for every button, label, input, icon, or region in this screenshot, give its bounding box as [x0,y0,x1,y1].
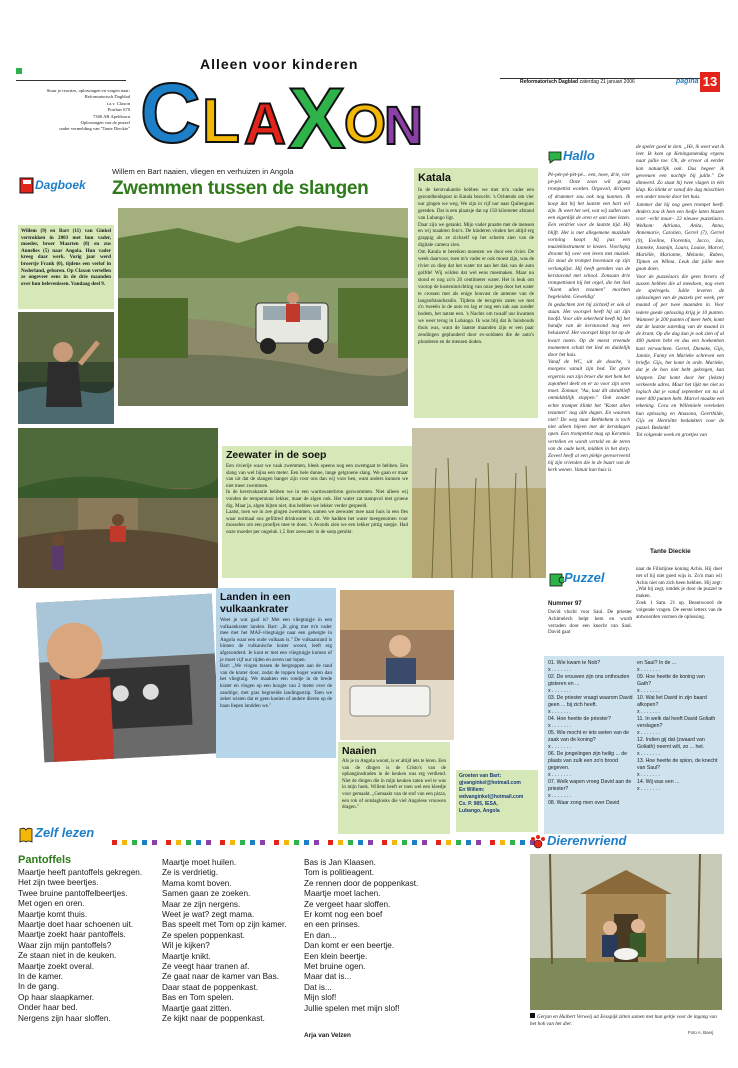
landen-title: Landen in een vulkaankrater [220,591,291,615]
zelflezen-column-2: Maartje moet huilen. Ze is verdrietig. Mama komt boven. Samen gaan ze zoeken. Maar ze zijn nergens. Weet je wat? zegt mama. Bas speelt met Tom op zijn kamer. Ze spelen poppenkast. Wil je kijken? Maartje knikt. Ze veegt haar tranen af. Ze gaat naar de kamer van Bas. Daar staat de poppenkast. Bas en Tom spelen. Maartje gaat zitten. Ze kijkt naar de poppenkast. [162,858,287,1024]
page-label: pagina [676,78,699,85]
diary-icon [18,176,36,194]
dierenvriend-badge-label: Dierenvriend [547,833,627,848]
photo-sewing-machine [340,590,454,740]
zelflezen-column-3: Bas is Jan Klaasen. Tom is politieagent. Ze rennen door de poppenkast. Maartje moet lachen. Ze vergeet haar sloffen. Er komt nog een boef en een prinses. En dan... Dan komt er een beertje. Een klein beertje. Met bruine ogen. Maar dat is... Dat is... Mijn slof! Jullie spelen met mijn slof! [304,858,419,1013]
zeewater-text: Een rivierije waar we vaak zwemmen, bleek opeens nog een zwemgaat te hebben. Een slang van wel bijna een meter. Een hele dunne, lange gelgroene slang. We gaan er maar van uit dat de slangen banger zijn voor ons dan wij voor hen, want anders kunnen we niet meer zwemmen. In de kerstvakantie hebben we in een warmwaterbron gezwommen. Niet alleen wij vonden de temperatuur lekker, maar de algen ook. Het water zat stampvol met groene dig. Maar ja, algen bijten niet, dus hebben we lekker verder gespeeld. Laatst, toen we in zee gingen zwemmen, namen we zeewater mee naar huis in een fles waar normaal ons gefiltred drinkwater in zit. We hadden het water meegenomen voor mosselen om een proefjes mee te doen. 's Avonds zien we een lekker pittig soepje. Had onze moeder per ongeluk 1,5 liter zeewater in de soep gemikt. [226,463,408,535]
hallo-column-1: Pè-pèt-pè-pèt-pè... een, twee, drie, vier pè-pèt. Onze zoon wil graag trompettist worden. Orgavoit, dirigent of drummer zou ook nog kunnen. Ik koop dat hij het laatste een hart wil zijn. Ik weet het wel, wat wij zullen aan een eigenlijk de oren er aan mee lezen. Een verdriet voor de laatste tijd. Hij blijft. Het is met allegemene muzikale vorming koopt hij pas een muziekinstrument te kiezen. Voorlopig droomt hij over een leven met muziek. En staat de trompet bovenaan op zijn verlanglijst. Hij heeft gereden van de kerstavond met school. Zonsaan drie trompettisten bij het orgel, die het lied "Komt allen tezamen" mochten begeleiden. Geweldig! In gedachten ziet hij zichzelf er ook al staan. Het voorspel heeft hij uit zijn hoofd. Voor alle zekerheid heeft hij het bandje van de kerstavond nog een beluisterd. Het voorspel klopt tot op de kwart noten. Op de meest vreemde momenten schalt het lied en duidelijk door het huis. Vanaf de WC, uit de douche, 's morgens vanuit zijn bed. Tot grote ergernis van zijn broer die met hem het zopotheel deelt en er zo voor zijn oren moet. Zomaar, "Au, laat dit alstublieft onmiddellijk stoppen." Ook zonder echte trompet klinkt het "Komt allen tezamen" nog alle dagen. En waarom niet? De weg naar Bethlehem is toch niet alleen bijeen met de kerstdagen open. Een trompettist mag op Kerstmis vertellen en wordt verteld en de teren van de oude kerk, midden in het dorp. Zoveel heeft al een plekje gereserveerd bij zijn vrienden die in de buurt van de kerk wonen. Vanuit hun huis is [548,172,630,474]
hallo-signature: Tante Dieckie [650,548,691,555]
header-meta [520,79,635,85]
header-rule [16,80,126,81]
landen-box [216,588,336,758]
paw-icon [530,834,546,850]
zelflezen-title: Pantoffels [18,854,72,866]
naaien-title: Naaien [342,745,377,757]
svg-text:L: L [202,87,240,154]
dierenvriend-caption-text: Gerjan en Huibert Verweij uit Eesspijk zitten samen met hun geitje voor de ingang van het hok van het dier. [530,1014,717,1027]
photo-goat-shed [530,854,722,1010]
page-number-text: 13 [702,74,718,89]
chat-icon [548,150,562,164]
svg-text:C: C [140,66,201,154]
newspaper-name: Reformatorisch Dagblad [520,79,579,85]
katala-box [414,168,538,418]
claxon-logo-graphic [132,64,432,154]
puzzel-questions-box [544,656,724,834]
katala-text: In de kerstvakantie hebben we met m'n vader een gezondheidspost in Katala bezocht. 's Ochtends om vier uur gingen we weg. We zijn in vijf uur naar Quilengues gereden. Dat is een plaatsje dat op 150 kilometer afstand van Lubango ligt. Daar zijn we getankt. Mijn vader praatte met de mensen en wij maakten foto's. De kinderen vinden het altijd erg grappig als ze zichzelf op het scherm zien van de digitale camera zien. Om Katala te bereiken moesten we door een rivier. De week daarvoor, toen m'n vader er ook moest zijn, was de rivier zo diep dat het water tot aan het dak van de auto golfde! Wij wilden dat wel eens meemaken. Maar nu stond er nog zo'n 20 centimeter water. Het is leuk om voorop de kosteninrichting van onze jeep door het water te crossen met als enige houvast de antenne van de langsofstandsradio. Tijdens de terugreis zaten we met z'n tweeën in de auto en lag er nog een zak aan zonder bodem, het natste een. 's Nachts om twaalf uur kwamen we weer terug in Lubango. Ik was blij dat ik huishouds thuis was, want de laatste maanden zijn er een paar zendingen geplunderd door ex-soldaten die de auto's plunderen en de mensen doden. [418,187,534,345]
photo-reeds [412,428,546,578]
zelflezen-column-1: Maartje heeft pantoffels gekregen. Het zijn twee beertjes. Twee bruine pantoffelbeertjes. Met ogen en oren. Maartje komt thuis. Maartje doet haar schoenen uit. Maartje zoekt haar pantoffels. Waar zijn mijn pantoffels? Ze staan niet in de keuken. Maartje zoekt overal. In de kamer. In de gang. Op haar slaapkamer. Onder haar bed. Nergens zijn haar sloffen. [18,868,143,1023]
svg-text:N: N [384,96,423,154]
dierenvriend-caption [530,1013,722,1028]
zelflezen-columns [18,858,518,1038]
header-marker [16,68,22,74]
zeewater-box [222,446,412,578]
groeten-box [456,770,538,832]
photo-credit: Foto A. Boerj [688,1030,714,1035]
puzzle-icon [548,572,564,588]
photo-cockpit [36,594,220,763]
decorative-dots [112,832,512,838]
svg-text:O: O [344,94,387,154]
issue-date: zaterdag 21 januari 2006 [579,79,635,85]
header-subtitle: Alleen voor kinderen [200,56,359,72]
photo-boy-waterfall [18,312,114,424]
dagboek-intro: Willem (9) en Bart (11) van Ginkel vertrokken in 2003 met hun vader, moeder, broer Maarten (8) en zus Annelies (5) naar Angola. Hun vader kreeg daar werk. Vorig jaar werd broertje Frank (0), tijdens een verlof in Nederland, geboren. Op Claxon vertellen ze ongeveer eens in de drie maanden over hun belevenissen. Vandaag deel 9. [21,228,111,287]
zelflezen-badge [18,824,108,846]
caption-marker [530,1013,535,1018]
landen-text: Weet je wat gaaf is? Met een vliegtuigje in een vulkaankrater landen. Bart: „Ik ging met m'n vader mee met het MAF-vliegtuigje naar een gebergte in Angola waar een oude vulkaan is." De vulkaanrand is binnen de vulkanische krater woont, leeft erg afgezonderd. Je kunt er met een vliegtuigje komen of je moet vijf uur rijden en zeven uur lopen. Bart: „We vlogen tussen de bergtoppen aan de rand van de krater door, zodat de toppen hoger waren dan het vliegtuig. We maakten een rondje in de brede krater en vlogen op een hoogte van 2 meter over de zandrige, met gras begroeide landingsstrip. Toen we zeker wisten dat er geen koeien of andere dieren op de baan liepen landden we." [220,617,332,709]
claxon-logo [132,64,432,154]
dierenvriend-badge [530,832,660,854]
puzzel-intro: David vlucht voor Saul. De priester Achimelech helpt hem en wordt verraden door een knecht van Saul. David gaat [548,609,632,636]
sender-address: Stuur je reacties, oplossingen en vragen naar: Reformatorisch Dagblad t.a.v. Claxon Postbus 670 7300 AR Apeldoorn Oplossingen van de puzzel onder vermelding van "Tante Dieckie" [46,88,130,132]
dagboek-title: Zwemmen tussen de slangen [112,178,369,199]
puzzel-badge [548,570,620,590]
svg-text:A: A [244,92,286,154]
puzzel-badge-label: Puzzel [564,570,605,585]
puzzel-intro-2: naar de Filistijnse koning Achis. Hij doet net of hij niet goed wijs is. Zo'n man wil Achis niet om zich heen hebben. Hij zegt: „Wat hij zegt, ontdek je door de puzzel te maken. Zoek 1 Sam. 21 op. Beantwoord de volgende vragen. De eerste letters van de antwoorden vormen de oplossing. [636,566,722,620]
photo-kids-rocks [18,428,218,588]
katala-title: Katala [418,172,452,184]
zeewater-title: Zeewater in de soep [226,449,327,461]
svg-text:X: X [288,71,346,154]
dagboek-badge [18,176,90,196]
hallo-badge-label: Hallo [563,148,595,163]
naaien-box [338,742,450,834]
page-number [700,72,720,92]
photo-jeep-river [118,208,408,406]
hallo-column-2: de speler goed te zien. „Hè, ik weet wat ik leer. Ik kom op Keningsmendag ergens naar jullie toe. Uh, de ervoor al eerder kan natuurlijk ook. Dus begeer ik geveeuen een nachtje bij jullie." De dimwerd. Zo staat hij twee vlagen in één klap. Ko klinkt er vanaf die dag misschien een ander mooie door het huis. Jammer dat hij nog geen trompet heeft. Anders zou ik hem een liedje laten blazen voor –echt maar– 22 nieuwe puzzelaars. Welkom: Adriana, Anita, Anna, Annemarie, Carolien, Gerrel (7), Gerrel (9), Eveline, Florentia, Jacco, Jan, Janneke, Jasmijn, Laura, Louise, Marcel, Mariëlle, Marianne, Melanie, Ruben, Tijmen en Wilma. Leuk dat jullie mee gaan doen. Voor de puzzelaars die geen broers of zussen hebben die al meedoen, nog even de spelregels. Jullie leveren de oplossingen van de puzzels per week, per maand of per twee maanden in. Voor iedere goede oplossing krijg je 10 punten. Wanneer je 200 punten of meer hebt, komt dat de laatste zaterdag van de maand in de krant. Op die dag kun je ook zien of al 400 punten hebt en dus een boekenbon kunt verwachten. Gerrel, Dieneke, Gijs, Jannie, Fanny en Marieke schreven een briefje. Gijs, het komt in orde. Marieke, dat je de bon niet hebt gekregen, kan kloppen. Dat komt door het (lekste) verkeerde adres. Maar het lijkt me niet zo logisch dat je vanaf september tot nu al meer 400 punten hebt. Marcel maakte een tekening. Cora en Willemiele vereleden hun oplossing en Anasona, Geerthilde, Gijs en Henriëtte bedankten voor de puzzel. Bedankt! Tot volgende week en groetjes van [636,144,724,439]
dagboek-badge-label: Dagboek [35,178,86,192]
naaien-text: Als je in Angola woont, is er altijd iets te leren. Een van de dingen is de Cristo's van de ophanginsdraden in de keuken was erg verdiend. Niet de dingen die in mijn keuken zaten wel te was in mijn hoek. Willem heeft er toen wel een kleedje voor gemaakt. „Gemaakt van de stof van een pizza, een rok of ontslaglooks die viel Angolese vrouwen dragen." [342,759,446,811]
dagboek-kicker: Willem en Bart naaien, vliegen en verhuizen in Angola [112,167,294,176]
puzzel-questions-right: en Saul? In de ... x . . . . . . . 09. Hoe heette de koning van Gath? x . . . . . . . 10. Wat liet David in zijn baard afkopen? x . . . . . . . 11. In welk dal heeft David Goliath verslagen? x . . . . . . . 12. Indien gij dat (zwaard van Goliath) neemt wilt, zo ... het. x . . . . . . . 13. Hoe heette de spion, de knecht van Saul? x . . . . . . . 14. Wij was een ... x . . . . . . . [636,660,718,792]
hallo-badge [548,148,618,166]
groeten-text: Groeten van Bart: gjvanginkel@hotmail.com En Willem: wdvanginkel@hotmail.com Cx. P. 985, IESA, Lubango, Angola [459,773,524,814]
book-icon [18,826,34,844]
puzzel-questions-left: 01. Wie kwam te Nob? x . . . . . . . 02. De vrouwen zijn ons onthouden gisteren en ... x . . . . . . . 03. De priester vraagt waarom David geen ... bij zich heeft. x . . . . . . . 04. Hoe heette de priester? x . . . . . . . 05. Wie mocht er iets weten van de zaak van de koning? x . . . . . . . 06. De jongelingen zijn heilig ... de plaats van zulk een zo'n brood gegeven. x . . . . . . . 07. Welk wapen vroeg David aan de priester? x . . . . . . . 08. Waar zong men over David [548,660,633,806]
dagboek-intro-box [18,225,114,309]
zelflezen-author: Arja van Velzen [304,1032,351,1039]
zelflezen-badge-label: Zelf lezen [35,825,95,840]
puzzel-number: Nummer 97 [548,600,582,607]
